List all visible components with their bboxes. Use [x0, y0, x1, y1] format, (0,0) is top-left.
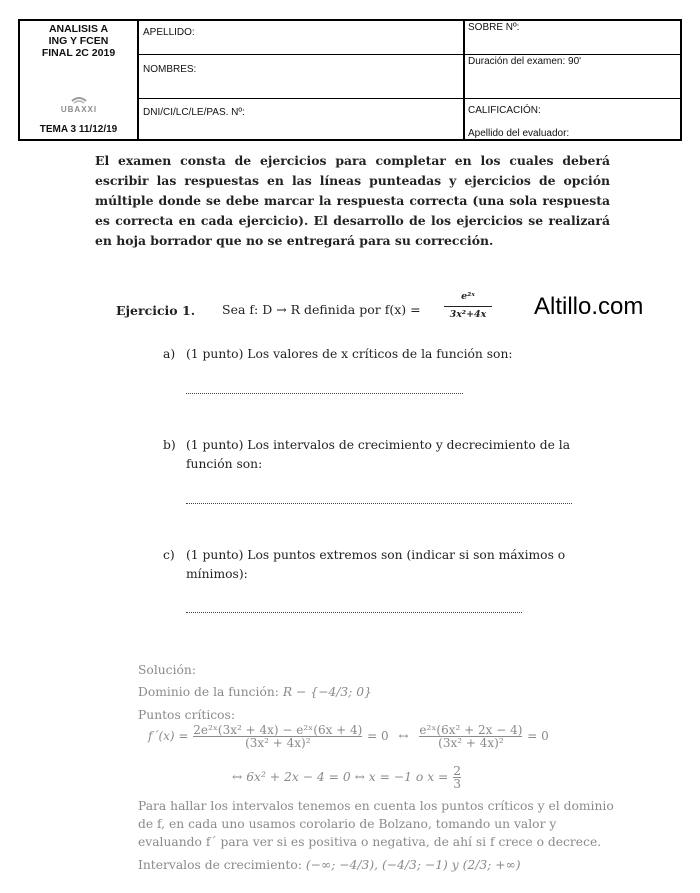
divider — [137, 21, 139, 139]
quadratic-solution: ↔ 6x² + 2x − 4 = 0 ↔ x = −1 o x = — [232, 770, 449, 784]
course-title-line: ANALISIS A — [48, 23, 109, 35]
growth-label: Intervalos de crecimiento: — [138, 858, 302, 872]
evaluador-label: Apellido del evaluador: — [468, 128, 570, 139]
nombres-label: NOMBRES: — [143, 64, 197, 75]
fraction-denominator: 3 — [453, 777, 462, 791]
critical-label: Puntos críticos: — [138, 708, 235, 722]
derivative-denominator-1: (3x² + 4x)² — [193, 736, 362, 749]
item-c-text: (1 punto) Los puntos extremos son (indicar si son máximos o mínimos): — [186, 548, 566, 581]
critical-solution-line — [232, 765, 462, 790]
iff-symbol: ↔ — [398, 729, 409, 743]
derivative-fraction-1 — [193, 724, 362, 749]
exercise-statement: Sea f: D → R definida por f(x) = — [222, 302, 421, 317]
exercise-title: Ejercicio 1. — [116, 303, 196, 318]
calificacion-label: CALIFICACIÓN: — [468, 105, 541, 116]
altillo-watermark: Altillo.com — [534, 293, 644, 320]
item-b-text: (1 punto) Los intervalos de crecimiento y decrecimiento de la función son: — [186, 438, 571, 471]
explanation-line: evaluando f´ para ver si es positiva o negativa, de ahí si f crece o decrece. — [138, 835, 602, 849]
course-title — [20, 23, 137, 59]
course-title-line: ING Y FCEN — [48, 35, 109, 47]
derivative-lhs: f´(x) = — [148, 729, 189, 743]
item-letter: c) — [163, 548, 175, 562]
fraction-bar — [444, 306, 492, 307]
answer-line-a[interactable] — [186, 393, 463, 394]
fraction-numerator: e²ˣ — [461, 291, 475, 302]
divider — [137, 98, 680, 99]
derivative-denominator-2: (3x² + 4x)² — [419, 736, 522, 749]
answer-line-b[interactable] — [186, 503, 572, 504]
ubaxxi-logo — [56, 95, 102, 117]
fraction-denominator: 3x²+4x — [449, 309, 487, 320]
divider — [463, 21, 465, 139]
tema-date: TEMA 3 11/12/19 — [39, 124, 118, 135]
divider — [137, 54, 680, 55]
item-letter: a) — [163, 347, 176, 361]
derivative-numerator-2: e²ˣ(6x² + 2x − 4) — [419, 723, 523, 737]
equals-zero: = 0 — [367, 729, 389, 743]
fraction-numerator: 2 — [453, 764, 462, 778]
course-title-line: FINAL 2C 2019 — [41, 47, 116, 59]
derivative-numerator-1: 2e²ˣ(3x² + 4x) − e²ˣ(6x + 4) — [193, 723, 363, 737]
function-fraction — [444, 291, 492, 320]
domain-line — [138, 683, 372, 701]
sobre-label: SOBRE Nº: — [468, 22, 520, 33]
explanation-line: de f, en cada uno usamos corolario de Bolzano, tomando un valor y — [138, 817, 557, 831]
equals-zero: = 0 — [527, 729, 549, 743]
growth-expression: (−∞; −4/3), (−4/3; −1) y (2/3; +∞) — [305, 858, 521, 872]
domain-expression: R − {−4/3; 0} — [282, 685, 372, 699]
domain-label: Dominio de la función: — [138, 685, 279, 699]
item-letter: b) — [163, 438, 176, 452]
growth-intervals-line — [138, 856, 521, 874]
duracion-label: Duración del examen: 90' — [468, 56, 582, 67]
logo-text: UBAXXI — [60, 105, 98, 114]
derivative-equation — [148, 724, 549, 749]
header-course-cell — [20, 21, 137, 139]
dni-label: DNI/CI/LC/LE/PAS. Nº: — [143, 107, 245, 118]
apellido-label: APELLIDO: — [143, 27, 195, 38]
answer-line-c[interactable] — [186, 612, 522, 613]
instructions-paragraph: El examen consta de ejercicios para completar en los cuales deberá escribir las respuestas en las líneas punteadas y ejercicios de opción múltiple donde se debe marcar la respuesta correcta (una sola respuesta es correcta en cada ejercicio). El desarrollo de los ejercicios se realizará en hoja borrador que no se entregará para su corrección. — [95, 153, 610, 248]
header-table — [18, 19, 682, 141]
item-a-text: (1 punto) Los valores de x críticos de la función son: — [186, 347, 513, 361]
derivative-fraction-2 — [419, 724, 522, 749]
explanation-line: Para hallar los intervalos tenemos en cuenta los puntos críticos y el dominio — [138, 799, 614, 813]
two-thirds-fraction — [453, 765, 461, 790]
solution-heading: Solución: — [138, 663, 196, 677]
